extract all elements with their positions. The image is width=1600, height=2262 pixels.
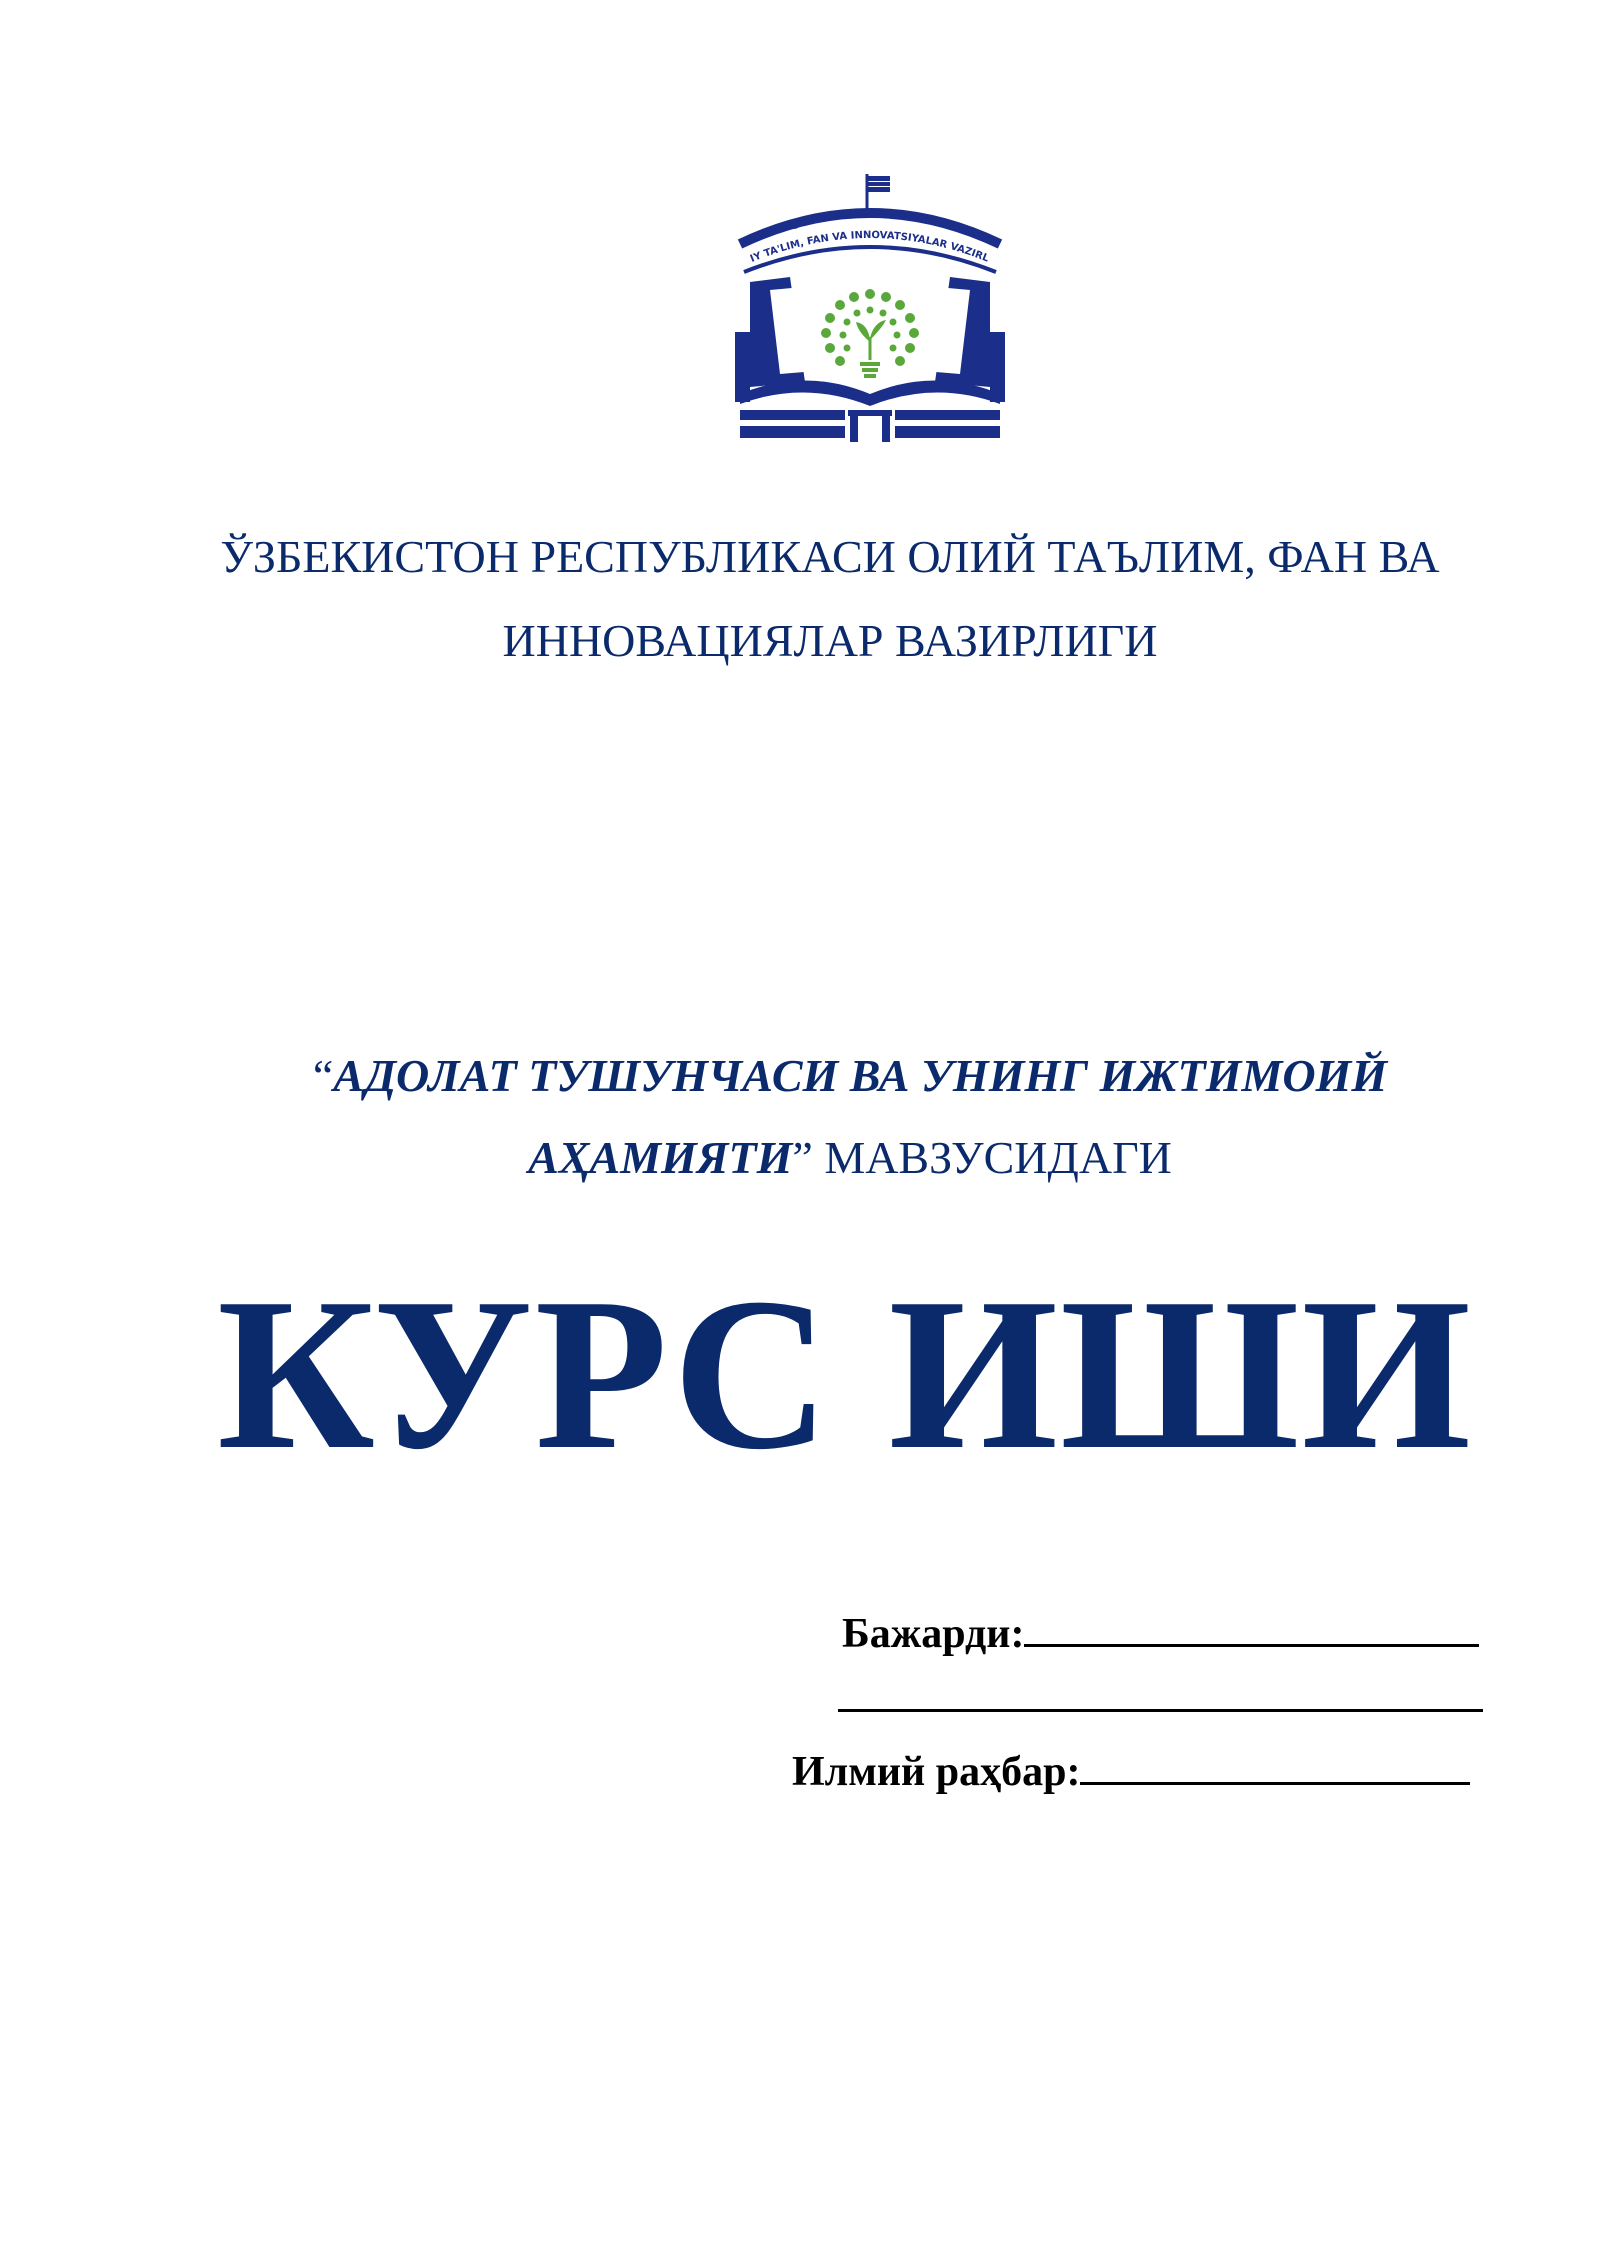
topic-heading	[150, 1035, 1550, 1199]
ministry-logo	[730, 172, 1010, 442]
topic-open-quote: “	[312, 1050, 334, 1101]
ministry-name	[100, 515, 1560, 683]
performer-extra-field	[838, 1675, 1483, 1723]
performer-label: Бажарди:	[842, 1611, 1025, 1657]
topic-suffix: МАВЗУСИДАГИ	[812, 1132, 1172, 1183]
performer-field	[842, 1610, 1479, 1658]
logo-arc-line1: O'ZBEKISTON RESPUBLIKASI	[789, 208, 953, 233]
performer-line	[1024, 1614, 1479, 1647]
supervisor-label: Илмий раҳбар:	[792, 1749, 1081, 1795]
svg-text:O'ZBEKISTON RESPUBLIKASI	[790, 209, 953, 233]
ministry-line-1: ЎЗБЕКИСТОН РЕСПУБЛИКАСИ ОЛИЙ ТАЪЛИМ, ФАН ВА	[220, 531, 1440, 582]
work-title: КУРС ИШИ	[217, 1254, 1473, 1495]
supervisor-field	[792, 1748, 1470, 1796]
performer-extra-line	[838, 1679, 1483, 1712]
topic-close-quote: ”	[792, 1132, 813, 1183]
topic-title-part1: АДОЛАТ ТУШУНЧАСИ ВА УНИНГ ИЖТИМОИЙ	[333, 1050, 1388, 1101]
topic-line-1	[150, 1035, 1550, 1117]
ministry-line-2: ИННОВАЦИЯЛАР ВАЗИРЛИГИ	[502, 615, 1158, 666]
topic-line-2	[150, 1117, 1550, 1199]
logo-arc-line2: IY TA'LIM, FAN VA INNOVATSIYALAR VAZIRL	[748, 229, 991, 265]
topic-title-part2: АҲАМИЯТИ	[528, 1132, 793, 1183]
supervisor-line	[1080, 1752, 1470, 1785]
